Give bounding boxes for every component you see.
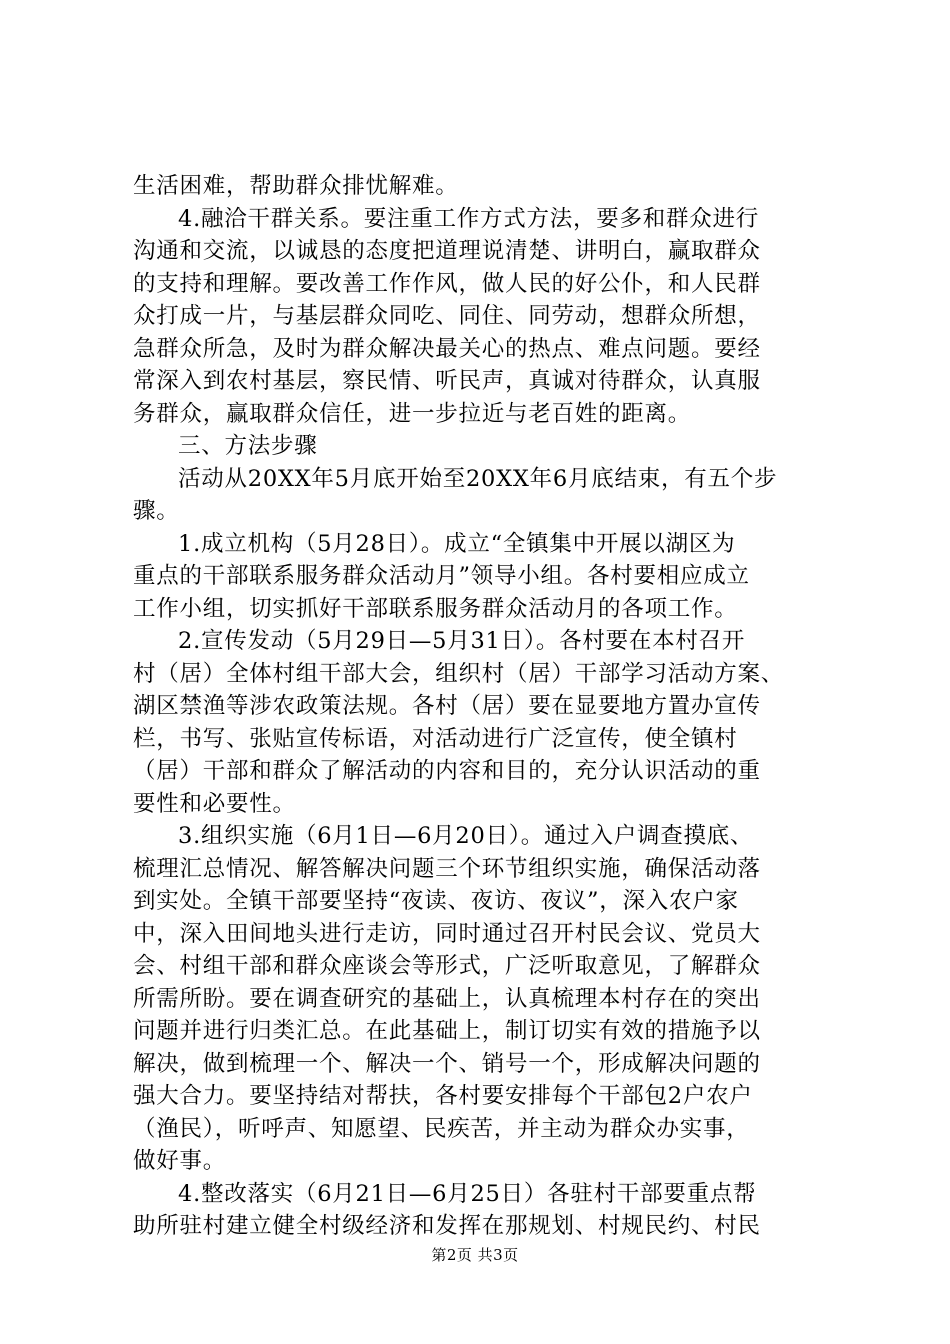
text-line: 中，深入田间地头进行走访，同时通过召开村民会议、党员大 [133, 920, 761, 947]
text-line: （居）干部和群众了解活动的内容和目的，充分认识活动的重 [133, 758, 761, 784]
text-line: 会、村组干部和群众座谈会等形式，广泛听取意见，了解群众 [133, 953, 761, 979]
text-line: 急群众所急，及时为群众解决最关心的热点、难点问题。要经 [133, 335, 761, 362]
text-line: 助所驻村建立健全村级经济和发挥在那规划、村规民约、村民 [133, 1213, 761, 1239]
text-line: 4.整改落实（6月21日—6月25日）各驻村干部要重点帮 [178, 1180, 757, 1207]
text-line: 问题并进行归类汇总。在此基础上，制订切实有效的措施予以 [133, 1018, 761, 1044]
text-line: 到实处。全镇干部要坚持“夜读、夜访、夜议”，深入农户家 [133, 888, 739, 914]
text-line: 湖区禁渔等涉农政策法规。各村（居）要在显要地方置办宣传 [133, 693, 761, 719]
text-line: 所需所盼。要在调查研究的基础上，认真梳理本村存在的突出 [133, 985, 761, 1012]
text-line: 强大合力。要坚持结对帮扶，各村要安排每个干部包2户农户 [133, 1083, 753, 1109]
text-line: 梳理汇总情况、解答解决问题三个环节组织实施，确保活动落 [133, 855, 761, 882]
text-line: （渔民），听呼声、知愿望、民疾苦，并主动为群众办实事， [133, 1115, 750, 1142]
text-line: 做好事。 [133, 1148, 227, 1174]
text-line: 解决，做到梳理一个、解决一个、销号一个，形成解决问题的 [133, 1050, 761, 1077]
text-line: 生活困难，帮助群众排忧解难。 [133, 173, 459, 199]
text-line: 的支持和理解。要改善工作作风，做人民的好公仆，和人民群 [133, 270, 761, 297]
section-heading: 三、方法步骤 [178, 433, 318, 459]
text-line: 栏，书写、张贴宣传标语，对活动进行广泛宣传，使全镇村 [133, 725, 738, 752]
text-line: 务群众，赢取群众信任，进一步拉近与老百姓的距离。 [133, 400, 692, 427]
text-line: 3.组织实施（6月1日—6月20日）。通过入户调查摸底、 [178, 823, 754, 849]
text-line: 1.成立机构（5月28日）。成立“全镇集中开展以湖区为 [178, 530, 736, 557]
page-body [133, 170, 833, 1243]
text-line: 众打成一片，与基层群众同吃、同住、同劳动，想群众所想， [133, 303, 761, 329]
text-line: 2.宣传发动（5月29日—5月31日）。各村要在本村召开 [178, 628, 746, 654]
text-line: 活动从20XX年5月底开始至20XX年6月底结束，有五个步 [178, 465, 778, 492]
text-line: 常深入到农村基层，察民情、听民声，真诚对待群众，认真服 [133, 368, 761, 394]
text-line: 工作小组，切实抓好干部联系服务群众活动月的各项工作。 [133, 595, 738, 622]
text-line: 重点的干部联系服务群众活动月”领导小组。各村要相应成立 [133, 563, 750, 589]
text-line: 骤。 [133, 498, 180, 524]
text-line: 要性和必要性。 [133, 790, 296, 817]
text-line: 沟通和交流，以诚恳的态度把道理说清楚、讲明白，赢取群众 [133, 238, 761, 264]
text-line: 4.融洽干群关系。要注重工作方式方法，要多和群众进行 [178, 205, 759, 232]
page-footer: 第2页 共3页 [431, 1246, 519, 1264]
text-line: 村（居）全体村组干部大会，组织村（居）干部学习活动方案、 [133, 660, 785, 687]
